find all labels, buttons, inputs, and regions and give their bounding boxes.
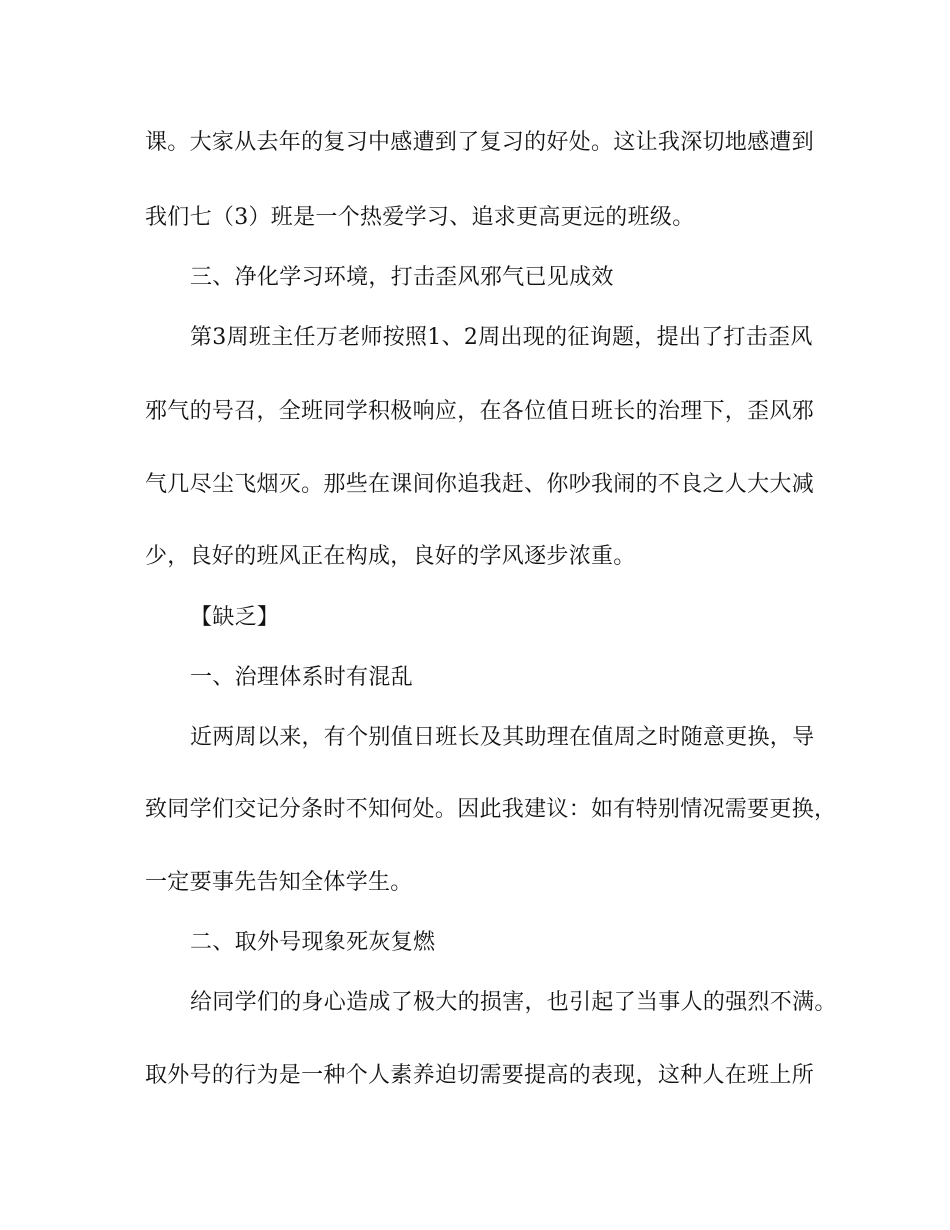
paragraph-line: 近两周以来，有个别值日班长及其助理在值周之时随意更换，导 — [190, 725, 815, 750]
paragraph-line: 一定要事先告知全体学生。 — [145, 870, 413, 895]
paragraph-line: 给同学们的身心造成了极大的损害，也引起了当事人的强烈不满。 — [190, 990, 837, 1015]
section-heading: 二、取外号现象死灰复燃 — [190, 930, 436, 955]
paragraph-line: 取外号的行为是一种个人素养迫切需要提高的表现，这种人在班上所 — [145, 1063, 815, 1088]
paragraph-line: 第3周班主任万老师按照1、2周出现的征询题，提出了打击歪风 — [190, 325, 813, 350]
paragraph-line: 课。大家从去年的复习中感遭到了复习的好处。这让我深切地感遭到 — [145, 130, 815, 155]
section-heading: 【缺乏】 — [190, 605, 280, 630]
paragraph-line: 气几尽尘飞烟灭。那些在课间你追我赶、你吵我闹的不良之人大大减 — [145, 472, 815, 497]
paragraph-line: 邪气的号召，全班同学积极响应，在各位值日班长的治理下，歪风邪 — [145, 399, 815, 424]
paragraph-line: 致同学们交记分条时不知何处。因此我建议：如有特别情况需要更换， — [145, 797, 837, 822]
section-heading: 三、净化学习环境，打击歪风邪气已见成效 — [190, 265, 614, 290]
paragraph-line: 我们七（3）班是一个热爱学习、追求更高更远的班级。 — [145, 205, 695, 230]
paragraph-line: 少，良好的班风正在构成，良好的学风逐步浓重。 — [145, 544, 636, 569]
section-heading: 一、治理体系时有混乱 — [190, 665, 414, 690]
